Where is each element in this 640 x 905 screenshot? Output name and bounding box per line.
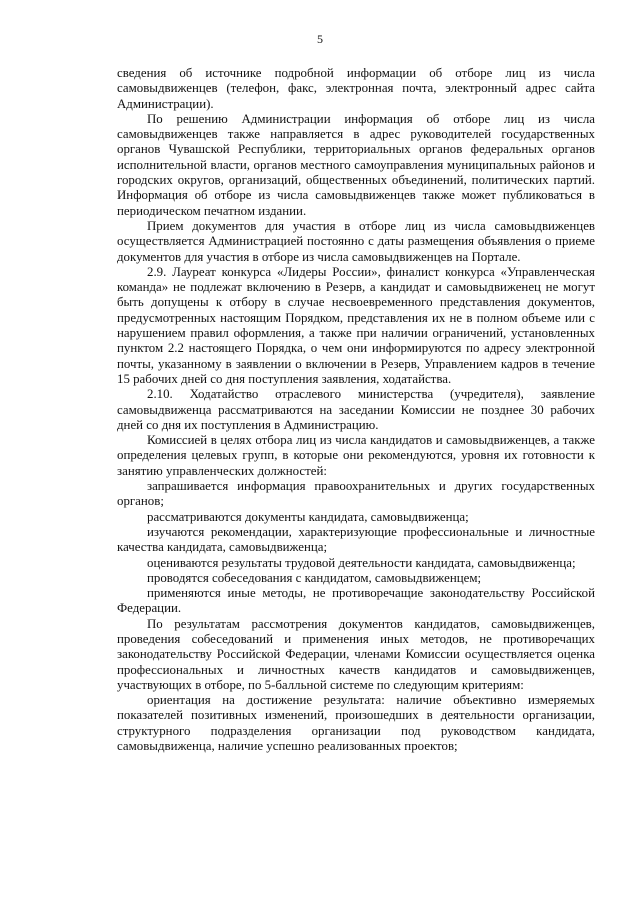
paragraph-contact-info: сведения об источнике подробной информации об отборе лиц из числа самовыдвиженцев (телефон, факс, электронная почта, электронный адрес сайта Администрации). [117,66,595,111]
list-item-request-info: запрашивается информация правоохранительных и других государственных органов; [117,479,595,509]
paragraph-criterion-results: ориентация на достижение результата: наличие объективно измеряемых показателей позитивных изменений, произошедших в деятельности организации, структурного подразделения организации под руководством кандидата, самовыдвиженца, наличие успешно реализованных проектов; [117,693,595,754]
list-item-study-recommendations: изучаются рекомендации, характеризующие профессиональные и личностные качества кандидата, самовыдвиженца; [117,524,595,555]
list-item-evaluate-results: оцениваются результаты трудовой деятельности кандидата, самовыдвиженца; [147,555,576,570]
list-item-interviews: проводятся собеседования с кандидатом, самовыдвиженцем; [147,570,482,585]
list-item-review-documents: рассматриваются документы кандидата, самовыдвиженца; [147,509,469,524]
paragraph-section-2-9: 2.9. Лауреат конкурса «Лидеры России», финалист конкурса «Управленческая команда» не подлежат включению в Резерв, а кандидат и самовыдвиженец не могут быть допущены к отбору в случае несвоевременного представления документов, предусмотренных настоящим Порядком, представления их не в полном объеме или с нарушением правил оформления, а также при наличии ограничений, установленных пунктом 2.2 настоящего Порядка, о чем они информируются по адресу электронной почты, указанному в заявлении о включении в Резерв, Управлением кадров в течение 15 рабочих дней со дня поступления заявления, ходатайства. [117,264,595,386]
paragraph-document-intake: Прием документов для участия в отборе лиц из числа самовыдвиженцев осуществляется Администрацией постоянно с даты размещения объявления о приеме документов для участия в отборе из числа самовыдвиженцев на Портале. [117,218,595,264]
list-item-other-methods: применяются иные методы, не противоречащие законодательству Российской Федерации. [117,586,595,616]
paragraph-section-2-10: 2.10. Ходатайство отраслевого министерства (учредителя), заявление самовыдвиженца рассматриваются на заседании Комиссии не позднее 30 рабочих дней со дня их поступления в Администрацию. [117,387,595,432]
document-body [117,66,595,754]
paragraph-evaluation: По результатам рассмотрения документов кандидатов, самовыдвиженцев, проведения собеседований и применения иных методов, не противоречащих законодательству Российской Федерации, членами Комиссии осуществляется оценка профессиональных и личностных качеств кандидатов и самовыдвиженцев, участвующих в отборе, по 5-балльной системе по следующим критериям: [117,616,595,692]
paragraph-commission-goals: Комиссией в целях отбора лиц из числа кандидатов и самовыдвиженцев, а также определения целевых групп, в которые они рекомендуются, уровня их готовности к занятию управленческих должностей: [117,433,595,478]
page-number: 5 [317,32,323,46]
paragraph-distribution: По решению Администрации информация об отборе лиц из числа самовыдвиженцев также направляется в адрес руководителей государственных органов Чувашской Республики, территориальных органов федеральных органов исполнительной власти, органов местного самоуправления муниципальных районов и городских округов, организаций, общественных объединений, политических партий. Информация об отборе из числа самовыдвиженцев также может публиковаться в периодическом печатном издании. [117,111,595,218]
